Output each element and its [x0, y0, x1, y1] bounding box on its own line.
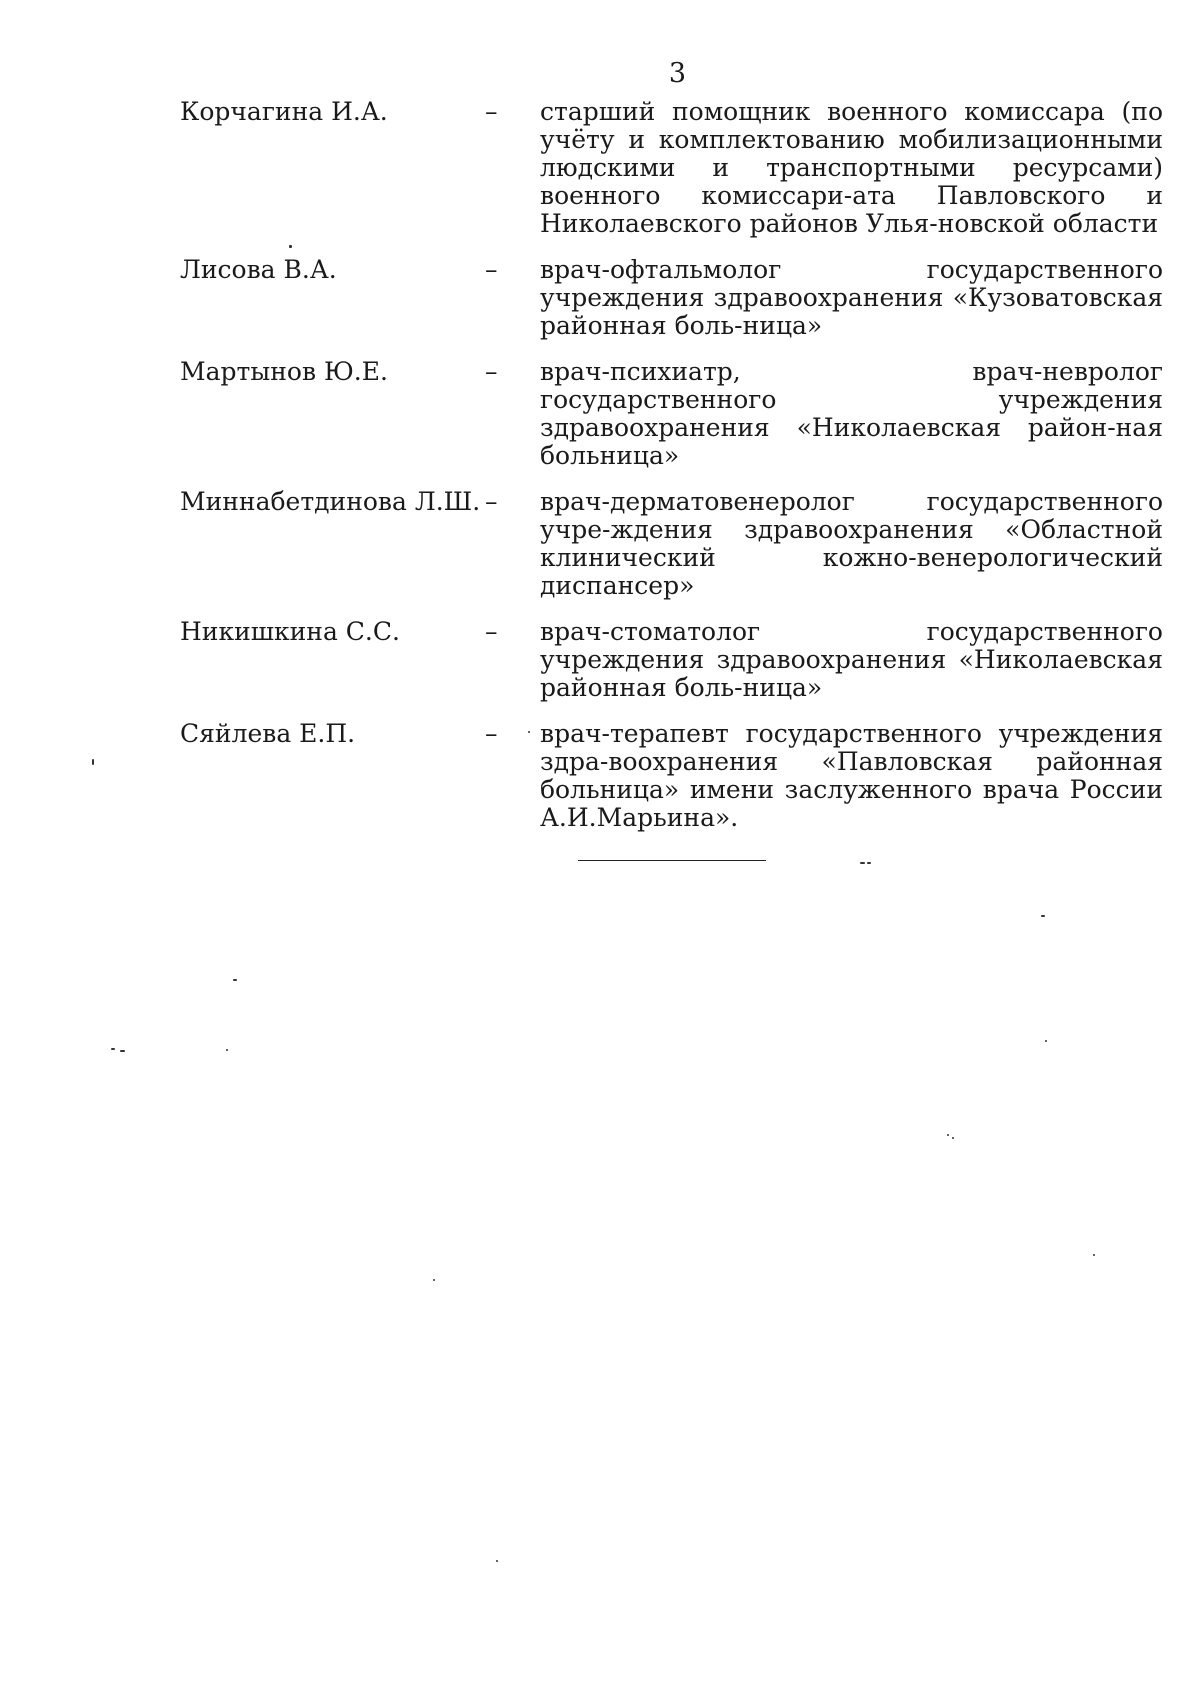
page-number: 3 — [668, 58, 687, 89]
scan-speck — [1045, 1040, 1047, 1042]
scan-speck — [233, 979, 237, 981]
scan-speck — [289, 245, 292, 248]
list-item — [180, 720, 1163, 832]
member-role: врач-стоматолог государственного учреждения здравоохранения «Николаевская районная боль-ница» — [540, 617, 1163, 702]
scan-speck — [952, 1137, 954, 1139]
member-role: врач-офтальмолог государственного учреждения здравоохранения «Кузоватовская районная боль-ница» — [540, 255, 1163, 340]
dash-separator: – — [485, 617, 498, 646]
list-item — [180, 488, 1163, 600]
scan-speck — [120, 1050, 125, 1052]
scan-speck — [1093, 1254, 1095, 1256]
member-role: врач-терапевт государственного учреждения здра-воохранения «Павловская районная больница» имени заслуженного врача России А.И.Марьина». — [540, 719, 1163, 832]
member-name: Корчагина И.А. — [180, 97, 388, 126]
scan-speck — [433, 1279, 435, 1281]
dash-separator: – — [485, 255, 498, 284]
member-role: старший помощник военного комиссара (по учёту и комплектованию мобилизационными людскими и транспортными ресурсами) военного комиссари-ата Павловского и Николаевского районов Улья-новской области — [540, 97, 1163, 238]
scan-speck — [947, 1134, 949, 1136]
scan-speck — [528, 731, 530, 733]
scan-speck — [867, 862, 871, 864]
list-item — [180, 256, 1163, 340]
scan-speck — [92, 759, 94, 765]
member-name: Никишкина С.С. — [180, 617, 400, 646]
end-of-document-rule — [578, 860, 766, 861]
member-role: врач-психиатр, врач-невролог государственного учреждения здравоохранения «Николаевская район-ная больница» — [540, 357, 1163, 470]
scan-speck — [1041, 915, 1045, 917]
scan-speck — [226, 1049, 228, 1051]
member-role: врач-дерматовенеролог государственного учре-ждения здравоохранения «Областной клинический кожно-венерологический диспансер» — [540, 487, 1163, 600]
member-name: Миннабетдинова Л.Ш. — [180, 487, 481, 516]
member-name: Лисова В.А. — [180, 255, 337, 284]
list-item — [180, 358, 1163, 470]
scan-speck — [860, 862, 865, 864]
member-name: Сяйлева Е.П. — [180, 719, 356, 748]
commission-members-list — [180, 98, 1163, 850]
dash-separator: – — [485, 97, 498, 126]
list-item — [180, 618, 1163, 702]
dash-separator: – — [485, 719, 498, 748]
member-name: Мартынов Ю.Е. — [180, 357, 388, 386]
list-item — [180, 98, 1163, 238]
scan-speck — [496, 1560, 498, 1562]
dash-separator: – — [485, 487, 498, 516]
scan-speck — [111, 1048, 115, 1050]
dash-separator: – — [485, 357, 498, 386]
